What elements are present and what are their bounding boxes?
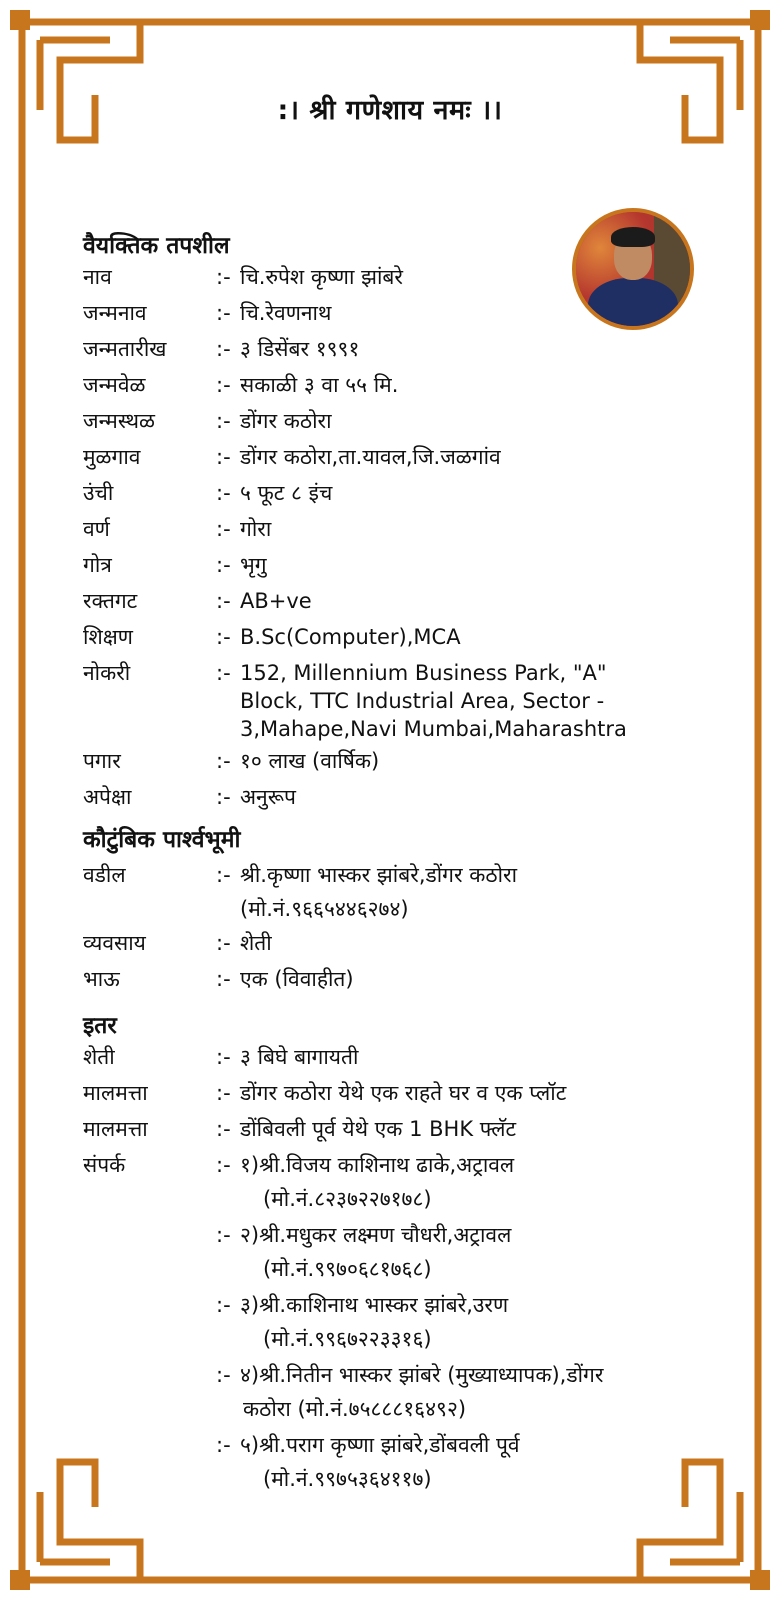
contact-5-line2: (मो.नं.९९७५३६४११७): [263, 1467, 432, 1491]
value-line3: 3,Mahape,Navi Mumbai,Maharashtra: [240, 717, 627, 741]
contact-2-line2: (मो.नं.९९७०६८१७६८): [263, 1257, 432, 1281]
section-title-personal: वैयक्तिक तपशील: [83, 233, 230, 259]
value: सकाळी ३ वा ५५ मि.: [240, 373, 399, 397]
label: जन्मतारीख: [83, 337, 167, 361]
separator: :-: [216, 1433, 231, 1457]
separator: :-: [216, 749, 231, 773]
separator: :-: [216, 265, 231, 289]
label: भाऊ: [83, 967, 120, 991]
label: जन्मवेळ: [83, 373, 146, 397]
value: डोंगर कठोरा,ता.यावल,जि.जळगांव: [240, 445, 501, 469]
label: नाव: [83, 265, 112, 289]
label: पगार: [83, 749, 121, 773]
value: भृगु: [240, 553, 267, 577]
contact-1-line2: (मो.नं.८२३७२२७१७८): [263, 1187, 432, 1211]
label: संपर्क: [83, 1153, 126, 1177]
separator: :-: [216, 785, 231, 809]
row-contacts: [83, 1152, 703, 1492]
contact-5-line1: ५)श्री.पराग कृष्णा झांबरे,डोंबवली पूर्व: [240, 1433, 520, 1457]
page-title: :। श्री गणेशाय नमः ।।: [277, 95, 503, 126]
label: रक्तगट: [83, 589, 138, 613]
separator: :-: [216, 301, 231, 325]
label: अपेक्षा: [83, 785, 132, 809]
value: ३ बिघे बागायती: [240, 1045, 359, 1069]
separator: :-: [216, 553, 231, 577]
value: एक (विवाहीत): [240, 967, 354, 991]
value: डोंबिवली पूर्व येथे एक 1 BHK फ्लॅट: [240, 1117, 517, 1141]
separator: :-: [216, 967, 231, 991]
separator: :-: [216, 1081, 231, 1105]
separator: :-: [216, 445, 231, 469]
value-line1: 152, Millennium Business Park, "A": [240, 661, 607, 685]
value: B.Sc(Computer),MCA: [240, 625, 461, 649]
separator: :-: [216, 409, 231, 433]
separator: :-: [216, 589, 231, 613]
label: मुळगाव: [83, 445, 141, 469]
row-job: [83, 660, 703, 744]
value: १० लाख (वार्षिक): [240, 749, 380, 773]
separator: :-: [216, 337, 231, 361]
label: जन्मस्थळ: [83, 409, 155, 433]
label: गोत्र: [83, 553, 112, 577]
value: ५ फूट ८ इंच: [240, 481, 333, 505]
value: डोंगर कठोरा: [240, 409, 332, 433]
separator: :-: [216, 1117, 231, 1141]
separator: :-: [216, 661, 231, 685]
separator: :-: [216, 373, 231, 397]
contact-1-line1: १)श्री.विजय काशिनाथ ढाके,अट्रावल: [240, 1153, 515, 1177]
label: शेती: [83, 1045, 115, 1069]
section-title-other: इतर: [83, 1013, 117, 1039]
contact-3-line1: ३)श्री.काशिनाथ भास्कर झांबरे,उरण: [240, 1293, 509, 1317]
value: शेती: [240, 931, 272, 955]
label: जन्मनाव: [83, 301, 147, 325]
separator: :-: [216, 1223, 231, 1247]
label: मालमत्ता: [83, 1081, 148, 1105]
label: शिक्षण: [83, 625, 133, 649]
label: वडील: [83, 863, 126, 887]
separator: :-: [216, 517, 231, 541]
value: गोरा: [240, 517, 272, 541]
separator: :-: [216, 1293, 231, 1317]
contact-2-line1: २)श्री.मधुकर लक्ष्मण चौधरी,अट्रावल: [240, 1223, 512, 1247]
separator: :-: [216, 625, 231, 649]
label: नोकरी: [83, 661, 131, 685]
value: अनुरूप: [240, 785, 296, 809]
separator: :-: [216, 1045, 231, 1069]
value: चि.रेवणनाथ: [240, 301, 332, 325]
contact-3-line2: (मो.नं.९९६७२२३३१६): [263, 1327, 432, 1351]
value-line1: श्री.कृष्णा भास्कर झांबरे,डोंगर कठोरा: [240, 863, 518, 887]
separator: :-: [216, 863, 231, 887]
value: डोंगर कठोरा येथे एक राहते घर व एक प्लॉट: [240, 1081, 567, 1105]
label: व्यवसाय: [83, 931, 146, 955]
label: उंची: [83, 481, 114, 505]
separator: :-: [216, 1363, 231, 1387]
label: मालमत्ता: [83, 1117, 148, 1141]
label: वर्ण: [83, 517, 110, 541]
value-line2: (मो.नं.९६६५४४६२७४): [240, 897, 409, 921]
separator: :-: [216, 481, 231, 505]
value: ३ डिसेंबर १९९१: [240, 337, 360, 361]
value: AB+ve: [240, 589, 312, 613]
value-line2: Block, TTC Industrial Area, Sector -: [240, 689, 605, 713]
value: चि.रुपेश कृष्णा झांबरे: [240, 265, 403, 289]
row-father: [83, 862, 703, 922]
contact-4-line1: ४)श्री.नितीन भास्कर झांबरे (मुख्याध्यापक),डोंगर: [240, 1363, 604, 1387]
separator: :-: [216, 1153, 231, 1177]
section-title-family: कौटुंबिक पार्श्वभूमी: [83, 827, 241, 853]
contact-4-line2: कठोरा (मो.नं.७५८८८१६४९२): [243, 1397, 467, 1421]
separator: :-: [216, 931, 231, 955]
